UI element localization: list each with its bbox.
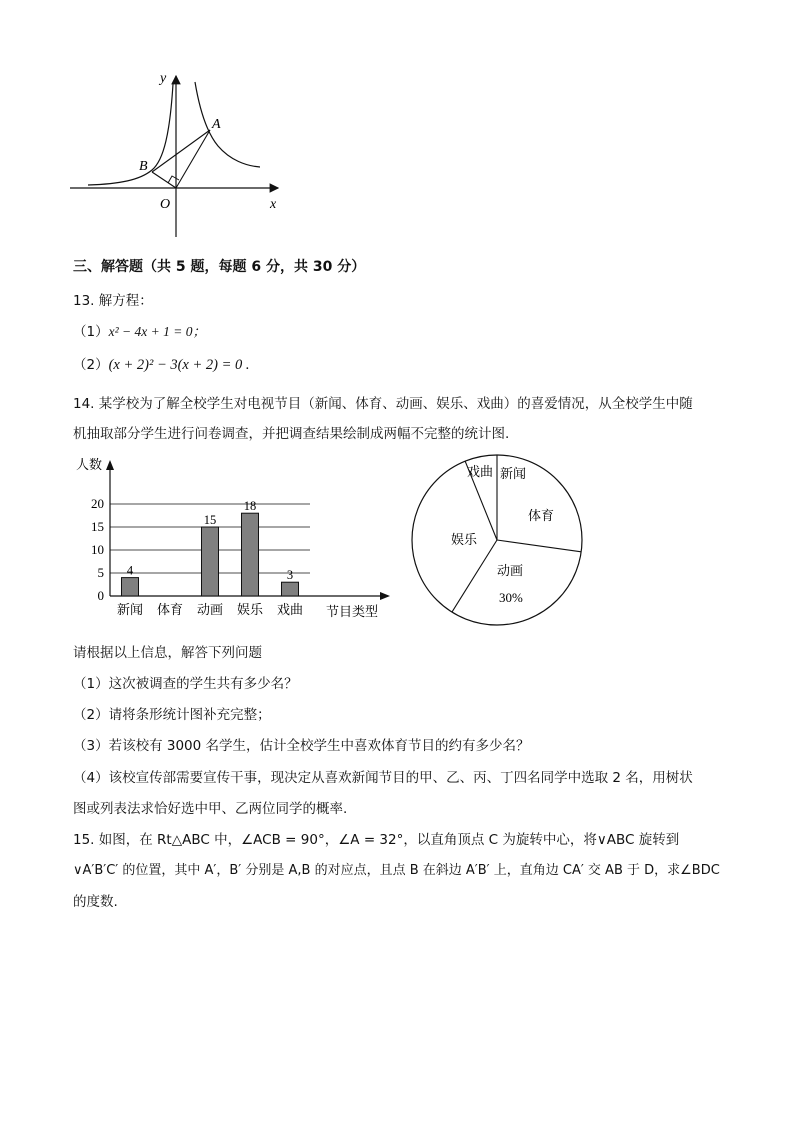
q13-title: 13. 解方程： — [73, 293, 153, 309]
section-heading: 三、解答题（共 5 题，每题 6 分，共 30 分） — [73, 259, 366, 275]
segment-oa — [176, 130, 210, 188]
y-axis-title: 人数 — [76, 458, 103, 473]
y-tick-label: 10 — [91, 542, 104, 557]
y-tick-label: 20 — [91, 496, 104, 511]
pie-slice-label: 娱乐 — [451, 533, 478, 548]
q14-sub4-line1: （4）该校宣传部需要宣传干事，现决定从喜欢新闻节目的甲、乙、丙、丁四名同学中选取 2 名，用树状 — [73, 770, 693, 786]
right-angle-mark — [168, 176, 179, 183]
segment-ab — [152, 130, 210, 172]
q14-sub1: （1）这次被调查的学生共有多少名？ — [73, 676, 298, 692]
bar-chart — [70, 448, 400, 628]
segment-ob — [152, 172, 176, 188]
bar-value-label: 4 — [126, 563, 134, 578]
point-b-label: B — [139, 159, 148, 174]
bar — [122, 578, 139, 596]
y-tick-label: 0 — [97, 588, 104, 603]
q13-part2-prefix: （2） — [73, 357, 109, 373]
q14-text-line1: 14. 某学校为了解全校学生对电视节目（新闻、体育、动画、娱乐、戏曲）的喜爱情况，从全校学生中随 — [73, 396, 693, 412]
q13-part2 — [73, 353, 250, 374]
category-label: 体育 — [156, 603, 184, 618]
q14-sub3: （3）若该校有 3000 名学生，估计全校学生中喜欢体育节目的约有多少名？ — [73, 738, 530, 754]
y-tick-label: 15 — [91, 519, 104, 534]
x-axis-title: 节目类型 — [326, 605, 379, 620]
bar — [202, 527, 219, 596]
y-tick-label: 5 — [97, 565, 104, 580]
pie-chart — [405, 448, 600, 628]
y-axis-arrow — [106, 460, 114, 470]
category-label: 新闻 — [116, 603, 144, 618]
q13-part2-equation: (x + 2)² − 3(x + 2) = 0 . — [108, 357, 250, 373]
left-curve — [88, 84, 173, 185]
x-axis-arrow — [380, 592, 390, 600]
q14-sub2: （2）请将条形统计图补充完整； — [73, 707, 271, 723]
point-a-label: A — [212, 117, 221, 132]
x-axis-label: x — [270, 197, 277, 212]
pie-slice-divider — [452, 540, 497, 612]
pie-slice-divider — [497, 540, 581, 552]
bar-value-label: 15 — [203, 513, 217, 527]
bar-value-label: 18 — [243, 499, 257, 514]
hyperbola-figure — [60, 62, 290, 247]
q13-part1-prefix: （1） — [73, 324, 109, 340]
q15-text-line2: ∨A′B′C′ 的位置，其中 A′，B′ 分别是 A,B 的对应点，且点 B 在斜边 A′B′ 上，直角边 CA′ 交 AB 于 D，求∠BDC — [73, 863, 720, 878]
q14-sub4-line2: 图或列表法求恰好选中甲、乙两位同学的概率. — [73, 801, 348, 817]
q15-text-line3: 的度数. — [73, 894, 118, 910]
category-label: 娱乐 — [236, 603, 264, 618]
q13-part1-equation: x² − 4x + 1 = 0； — [108, 324, 206, 339]
bar — [282, 582, 299, 596]
q15-text-line1: 15. 如图，在 Rt△ABC 中，∠ACB = 90°，∠A = 32°，以直角顶点 C 为旋转中心，将∨ABC 旋转到 — [73, 832, 680, 848]
origin-label: O — [160, 197, 171, 212]
category-label: 动画 — [196, 603, 224, 618]
q14-text-line2: 机抽取部分学生进行问卷调查，并把调查结果绘制成两幅不完整的统计图. — [73, 426, 510, 442]
bar — [242, 513, 259, 596]
pie-slice-label: 戏曲 — [467, 465, 494, 480]
category-label: 戏曲 — [276, 603, 304, 618]
pie-slice-label: 新闻 — [500, 467, 527, 482]
y-axis-label: y — [160, 71, 167, 86]
right-curve — [195, 82, 260, 167]
pie-slice-percent: 30% — [499, 590, 523, 605]
pie-slice-label: 动画 — [497, 564, 524, 579]
bar-value-label: 3 — [286, 568, 294, 583]
q13-part1 — [73, 320, 206, 340]
pie-slice-label: 体育 — [528, 509, 555, 524]
q14-info: 请根据以上信息，解答下列问题 — [73, 645, 262, 661]
